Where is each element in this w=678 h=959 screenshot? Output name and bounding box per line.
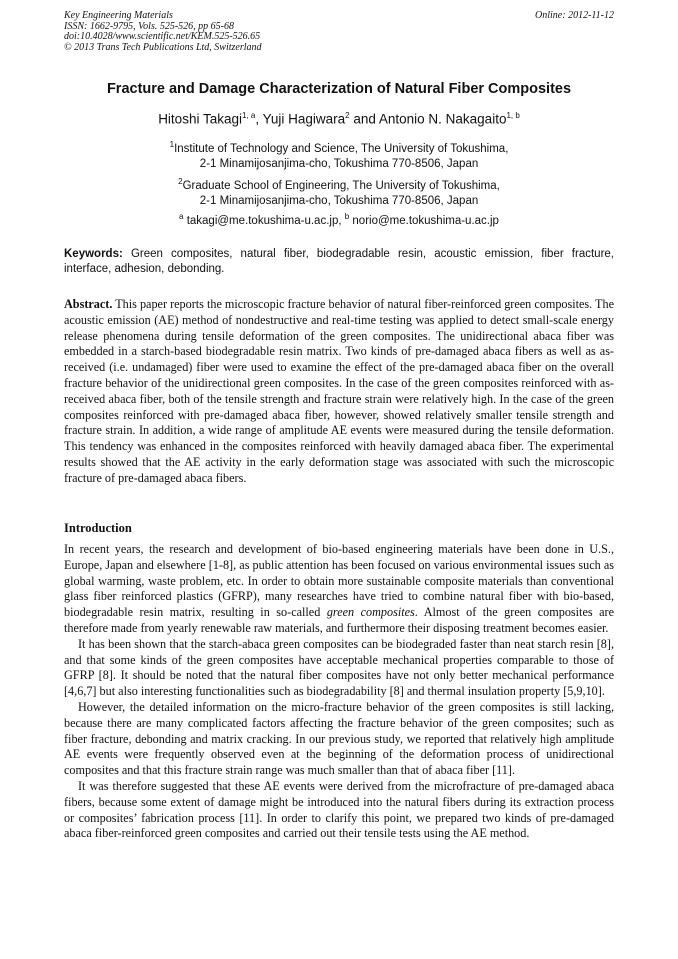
keywords [64,247,614,277]
author-affil-mark: 2 [345,111,350,120]
author-affil-mark: 1, a [241,111,256,120]
email-link[interactable]: takagi@me.tokushima-u.ac.jp, [183,214,345,227]
copyright-line: © 2013 Trans Tech Publications Ltd, Switzerland [64,41,262,53]
affiliation-text: Institute of Technology and Science, The University of Tokushima, [174,142,509,155]
affiliation-1 [0,137,678,172]
issn-line: ISSN: 1662-9795, Vols. 525-526, pp 65-68 [64,20,234,32]
author-name: Antonio N. Nakagaito [378,111,507,127]
author-affil-mark: 1, b [506,111,520,120]
author-list [0,111,678,127]
email-link[interactable]: norio@me.tokushima-u.ac.jp [349,214,499,227]
affil-mark: 2 [178,177,183,186]
paragraph: It was therefore suggested that these AE events were derived from the microfracture of pre-damaged abaca fibers, because some extent of damage might be introduced into the natural fibers during its extraction process or composites’ fabrication process [11]. In order to clarify this point, we prepared two kinds of pre-damaged abaca fiber-reinforced green composites and carried out their tensile tests using the AE method. [64,778,614,841]
online-date: Online: 2012-11-12 [535,10,614,21]
email-mark: b [344,212,350,221]
journal-name: Key Engineering Materials [64,10,173,21]
paper-title: Fracture and Damage Characterization of Natural Fiber Composites [106,81,572,97]
affiliation-address: 2-1 Minamijosanjima-cho, Tokushima 770-8506, Japan [199,194,479,207]
abstract [64,297,614,487]
author-name: Yuji Hagiwara [262,111,346,127]
affil-mark: 1 [169,140,175,149]
introduction-body [64,542,614,842]
doi-line[interactable]: doi:10.4028/www.scientific.net/KEM.525-526.65 [64,31,261,42]
author-separator: and [349,111,379,127]
affiliation-address: 2-1 Minamijosanjima-cho, Tokushima 770-8506, Japan [199,157,479,170]
emphasis-text: green composites [326,605,415,620]
email-mark: a [179,212,184,221]
email-line [0,209,678,229]
section-heading-introduction: Introduction [64,521,132,535]
affiliation-text: Graduate School of Engineering, The University of Tokushima, [182,179,500,192]
keywords-text: Green composites, natural fiber, biodegradable resin, acoustic emission, fiber fracture, interface, adhesion, debonding. [64,248,614,275]
paragraph: However, the detailed information on the micro-fracture behavior of the green composites is still lacking, because there are many complicated factors affecting the fracture behavior of the green composites; such as fiber fracture, debonding and matrix cracking. In our previous study, we reported that relatively high amplitude AE events were frequently observed even at the beginning of the deformation process of unidirectional composites and that this fracture strain range was much smaller than that of abaca fiber [11]. [64,699,614,778]
abstract-label: Abstract. [64,297,113,311]
paragraph-text: . Almost of the green composites are therefore made from yearly renewable raw materials, and furthermore their disposing treatment becomes easier. [64,605,614,635]
journal-header [64,11,614,53]
author-separator: , [255,111,263,127]
affiliation-line [0,174,678,194]
affiliation-2 [0,174,678,209]
author-name: Hitoshi Takagi [158,111,242,127]
paragraph: It has been shown that the starch-abaca green composites can be biodegraded faster than neat starch resin [8], and that some kinds of the green composites have acceptable mechanical properties comparable to those of GFRP [8]. It should be noted that the natural fiber composites have not only better mechanical performance [4,6,7] but also interesting functionalities such as biodegradability [8] and thermal insulation property [5,9,10]. [64,636,614,699]
paragraph-text: In recent years, the research and development of bio-based engineering materials have been done in U.S., Europe, Japan and elsewhere [1-8], as public attention has been focused on various environmental issues such as global warming, waste problem, etc. In order to obtain more sustainable composite materials than conventional glass fiber reinforced plastics (GFRP), many researches have tried to combine natural fiber with bio-based, biodegradable resin matrix, resulting in so-called [64,542,614,620]
keywords-label: Keywords: [64,248,123,260]
abstract-text: This paper reports the microscopic fracture behavior of natural fiber-reinforced green composites. The acoustic emission (AE) method of nondestructive and real-time testing was applied to detect small-scale energy release phenomena during tensile deformation of the green composites. The unidirectional abaca fiber was embedded in a starch-based biodegradable resin matrix. Two kinds of pre-damaged abaca fibers as well as as-received (i.e. undamaged) fiber were used to examine the effect of the pre-damaged abaca fiber on the overall fracture behavior of the unidirectional green composites. In the case of the green composites reinforced with as-received abaca fiber, both of the tensile strength and fracture strain were relatively high. In the case of the green composites reinforced with pre-damaged abaca fiber, however, showed relatively smaller tensile strength and fracture strain. In addition, a wide range of amplitude AE events were measured during the tensile deformation. This tendency was enhanced in the composites reinforced with heavily damaged abaca fiber. The experimental results showed that the AE activity in the early deformation stage was associated with such the microscopic fracture of pre-damaged abaca fibers. [64,297,614,485]
paragraph [64,542,614,637]
affiliation-line [0,137,678,157]
